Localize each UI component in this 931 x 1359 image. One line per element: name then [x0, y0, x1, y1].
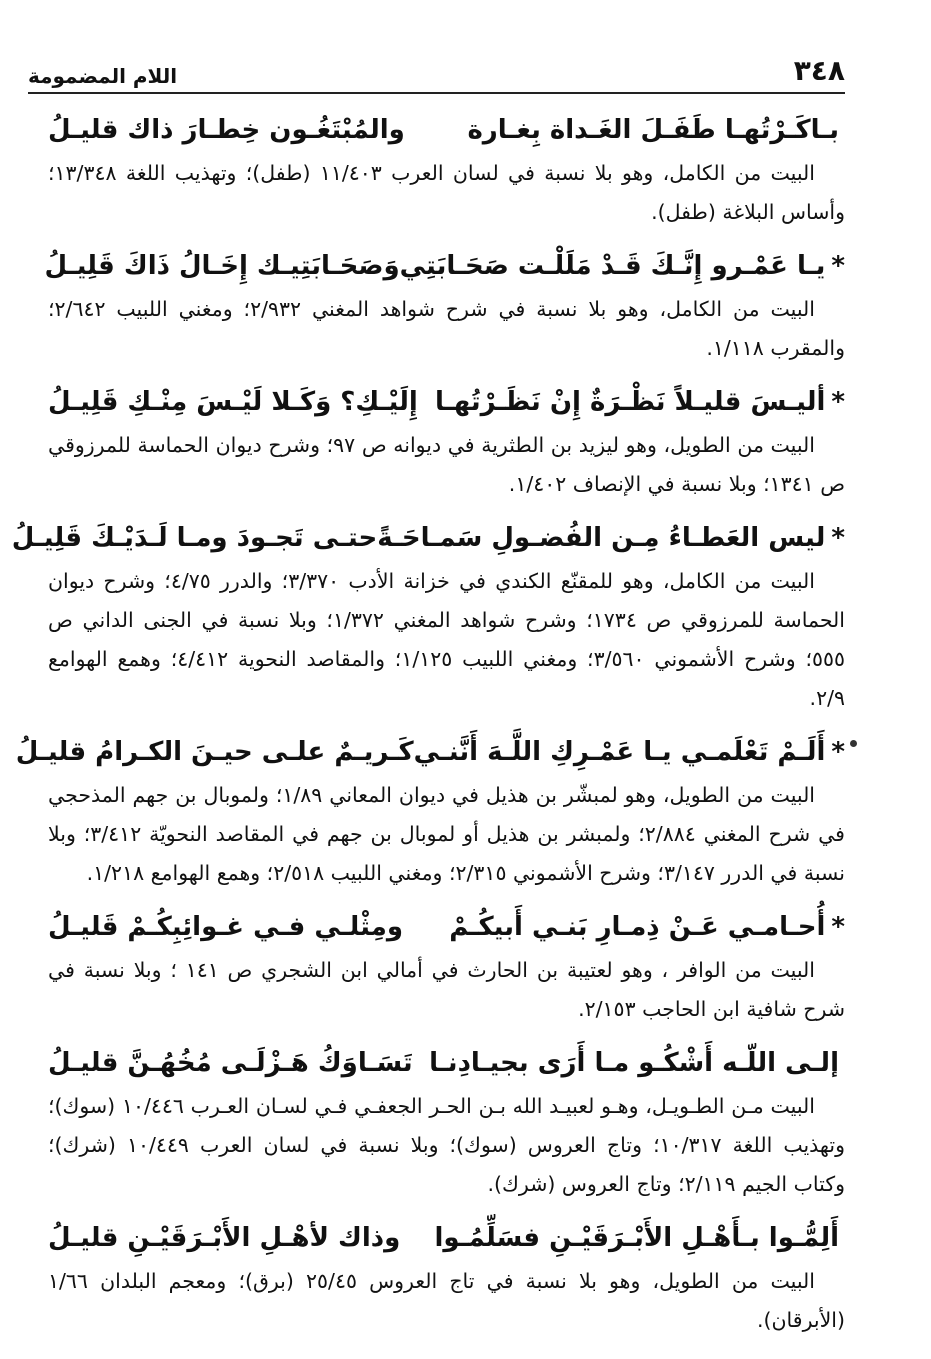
verse-first-hemistich: *ليس العَطـاءُ مِـن الفُضـولِ سَمـاحَـةً [377, 523, 845, 553]
running-title: اللام المضمومة [28, 64, 178, 88]
verse-line [48, 903, 845, 951]
verse-note: البيت من الطويل، وهو بلا نسبة في تاج العروس ٢٥/٤٥ (برق)؛ ومعجم البلدان ١/٦٦ (الأبرقان). [48, 1269, 845, 1332]
verse-note: البيت من الكامل، وهو للمقنّع الكندي في خزانة الأدب ٣/٣٧٠؛ والدرر ٤/٧٥؛ وشرح ديوان الحماسة للمرزوقي ص ١٧٣٤؛ وشرح شواهد المغني ١/٣٧٢؛ وبلا نسبة في الجنى الداني ص ٥٥٥؛ وشرح الأشموني ٣/٥٦٠؛ ومغني اللبيب ١/١٢٥؛ والمقاصد النحوية ٤/٤١٢؛ وهمع الهوامع ٢/٩. [48, 569, 846, 710]
verse-note: البيت من الطويل، وهو ليزيد بن الطثرية في ديوانه ص ٩٧؛ وشرح ديوان الحماسة للمرزوقي ص ١٣٤١؛ وبلا نسبة في الإنصاف ١/٤٠٢. [48, 433, 845, 496]
verse-entry [48, 378, 845, 504]
verse-line [44, 242, 845, 290]
verse-first-hemistich: *أَلَـمْ تَعْلَمـي يـا عَمْـرِكِ اللَّـهَ أَنَّنـي [413, 737, 845, 767]
verse-second-hemistich: كَـريـمٌ علـى حيـنَ الكـرامُ قليـلُ [15, 737, 414, 767]
verse-first-hemistich: *أُحـامـي عَـنْ ذِمـارِ بَنـي أَبيكُـمْ [449, 912, 845, 942]
verse-note: البيت من الكامل، وهو بلا نسبة في شرح شواهد المغني ٢/٩٣٢؛ ومغني اللبيب ٢/٦٤٢؛ والمقرب ١/١١٨. [48, 297, 845, 360]
entry-star-marker: * [831, 912, 845, 942]
page-number: ٣٤٨ [793, 54, 845, 87]
page-content [11, 106, 846, 1350]
verse-line [48, 378, 845, 426]
ink-blot [850, 740, 857, 747]
verse-first-hemistich: إلـى اللّـه أَشْكُـو مـا أَرَى بجيـادِنـا [429, 1048, 839, 1078]
entry-star-marker: * [831, 387, 845, 417]
verse-line [15, 728, 845, 776]
page-header [28, 52, 845, 94]
verse-entry [48, 903, 845, 1029]
verse-entry [48, 1039, 845, 1204]
verse-second-hemistich: تَسَـاوَكُ هَـزْلَـى مُخُهُـنَّ قليـلُ [48, 1048, 413, 1078]
verse-line [48, 1039, 845, 1087]
verse-second-hemistich: ومِثْلـي فـي غـوائِبِكُـمْ قَليـلُ [48, 912, 404, 942]
verse-entry [48, 106, 845, 232]
verse-note: البيت من الكامل، وهو بلا نسبة في لسان العرب ١١/٤٠٣ (طفل)؛ وتهذيب اللغة ١٣/٣٤٨؛ وأساس البلاغة (طفل). [48, 161, 845, 224]
verse-line [48, 106, 845, 154]
verse-first-hemistich: بـاكَـرْتُهـا طَفَـلَ الغَـداة بِغـارة [467, 115, 839, 145]
verse-note: البيت من الطويل، وهو لمبشّر بن هذيل في ديوان المعاني ١/٨٩؛ ولموبال بن جهم المذحجي في شرح المغني ٢/٨٨٤؛ ولمبشر بن هذيل أو لموبال بن جهم في المقاصد النحويّة ٣/٤١٢؛ وبلا نسبة في الدرر ٣/١٤٧؛ وشرح الأشموني ٢/٣١٥؛ ومغني اللبيب ٢/٥١٨؛ وهمع الهوامع ١/٢١٨. [48, 783, 845, 885]
entry-star-marker: * [831, 523, 845, 553]
verse-line [11, 514, 845, 562]
entry-star-marker: * [831, 737, 845, 767]
verse-second-hemistich: والمُبْتَغُـون خِطـارَ ذاك قليـلُ [48, 115, 405, 145]
verse-entry [15, 728, 845, 893]
entry-star-marker: * [831, 251, 845, 281]
verse-entry [48, 1214, 845, 1340]
verse-first-hemistich: *يـا عَمْـرو إِنَّـكَ قَـدْ مَلَلْـت صَحَـابَتِي [399, 251, 845, 281]
verse-line [48, 1214, 845, 1262]
verse-second-hemistich: وَصَحَـابَتِيـك إِخَـالُ ذَاكَ قَلِيـلُ [44, 251, 400, 281]
verse-second-hemistich: إِلَيْـكِ؟ وَكَـلا لَيْـسَ مِنْـكِ قَلِيـلُ [48, 387, 418, 417]
verse-first-hemistich: *أليـسَ قليـلاً نَظْـرَةٌ إِنْ نَظَـرْتُهـا [435, 387, 845, 417]
verse-note: البيت من الوافر ، وهو لعتيبة بن الحارث في أمالي ابن الشجري ص ١٤١ ؛ وبلا نسبة في شرح شافية ابن الحاجب ٢/١٥٣. [48, 958, 845, 1021]
verse-second-hemistich: حتـى تَجـودَ ومـا لَـدَيْـكَ قَلِيـلُ [11, 523, 378, 553]
verse-entry [44, 242, 845, 368]
verse-first-hemistich: أَلِمُّـوا بـأَهْـلِ الأَبْـرَقَيْـنِ فسَلِّمُـوا [434, 1223, 839, 1253]
verse-entry [11, 514, 846, 718]
verse-note: البيت مـن الطـويـل، وهـو لعبيـد الله بـن الحـر الجعفـي فـي لسـان العـرب ١٠/٤٤٦ (سوك)؛ وتهذيب اللغة ١٠/٣١٧؛ وتاج العروس (سوك)؛ وبلا نسبة في لسان العرب ١٠/٤٤٩ (شرك)؛ وكتاب الجيم ٢/١١٩؛ وتاج العروس (شرك). [48, 1094, 845, 1196]
verse-second-hemistich: وذاك لأهْـلِ الأَبْـرَقَيْـنِ قليـلُ [48, 1223, 401, 1253]
